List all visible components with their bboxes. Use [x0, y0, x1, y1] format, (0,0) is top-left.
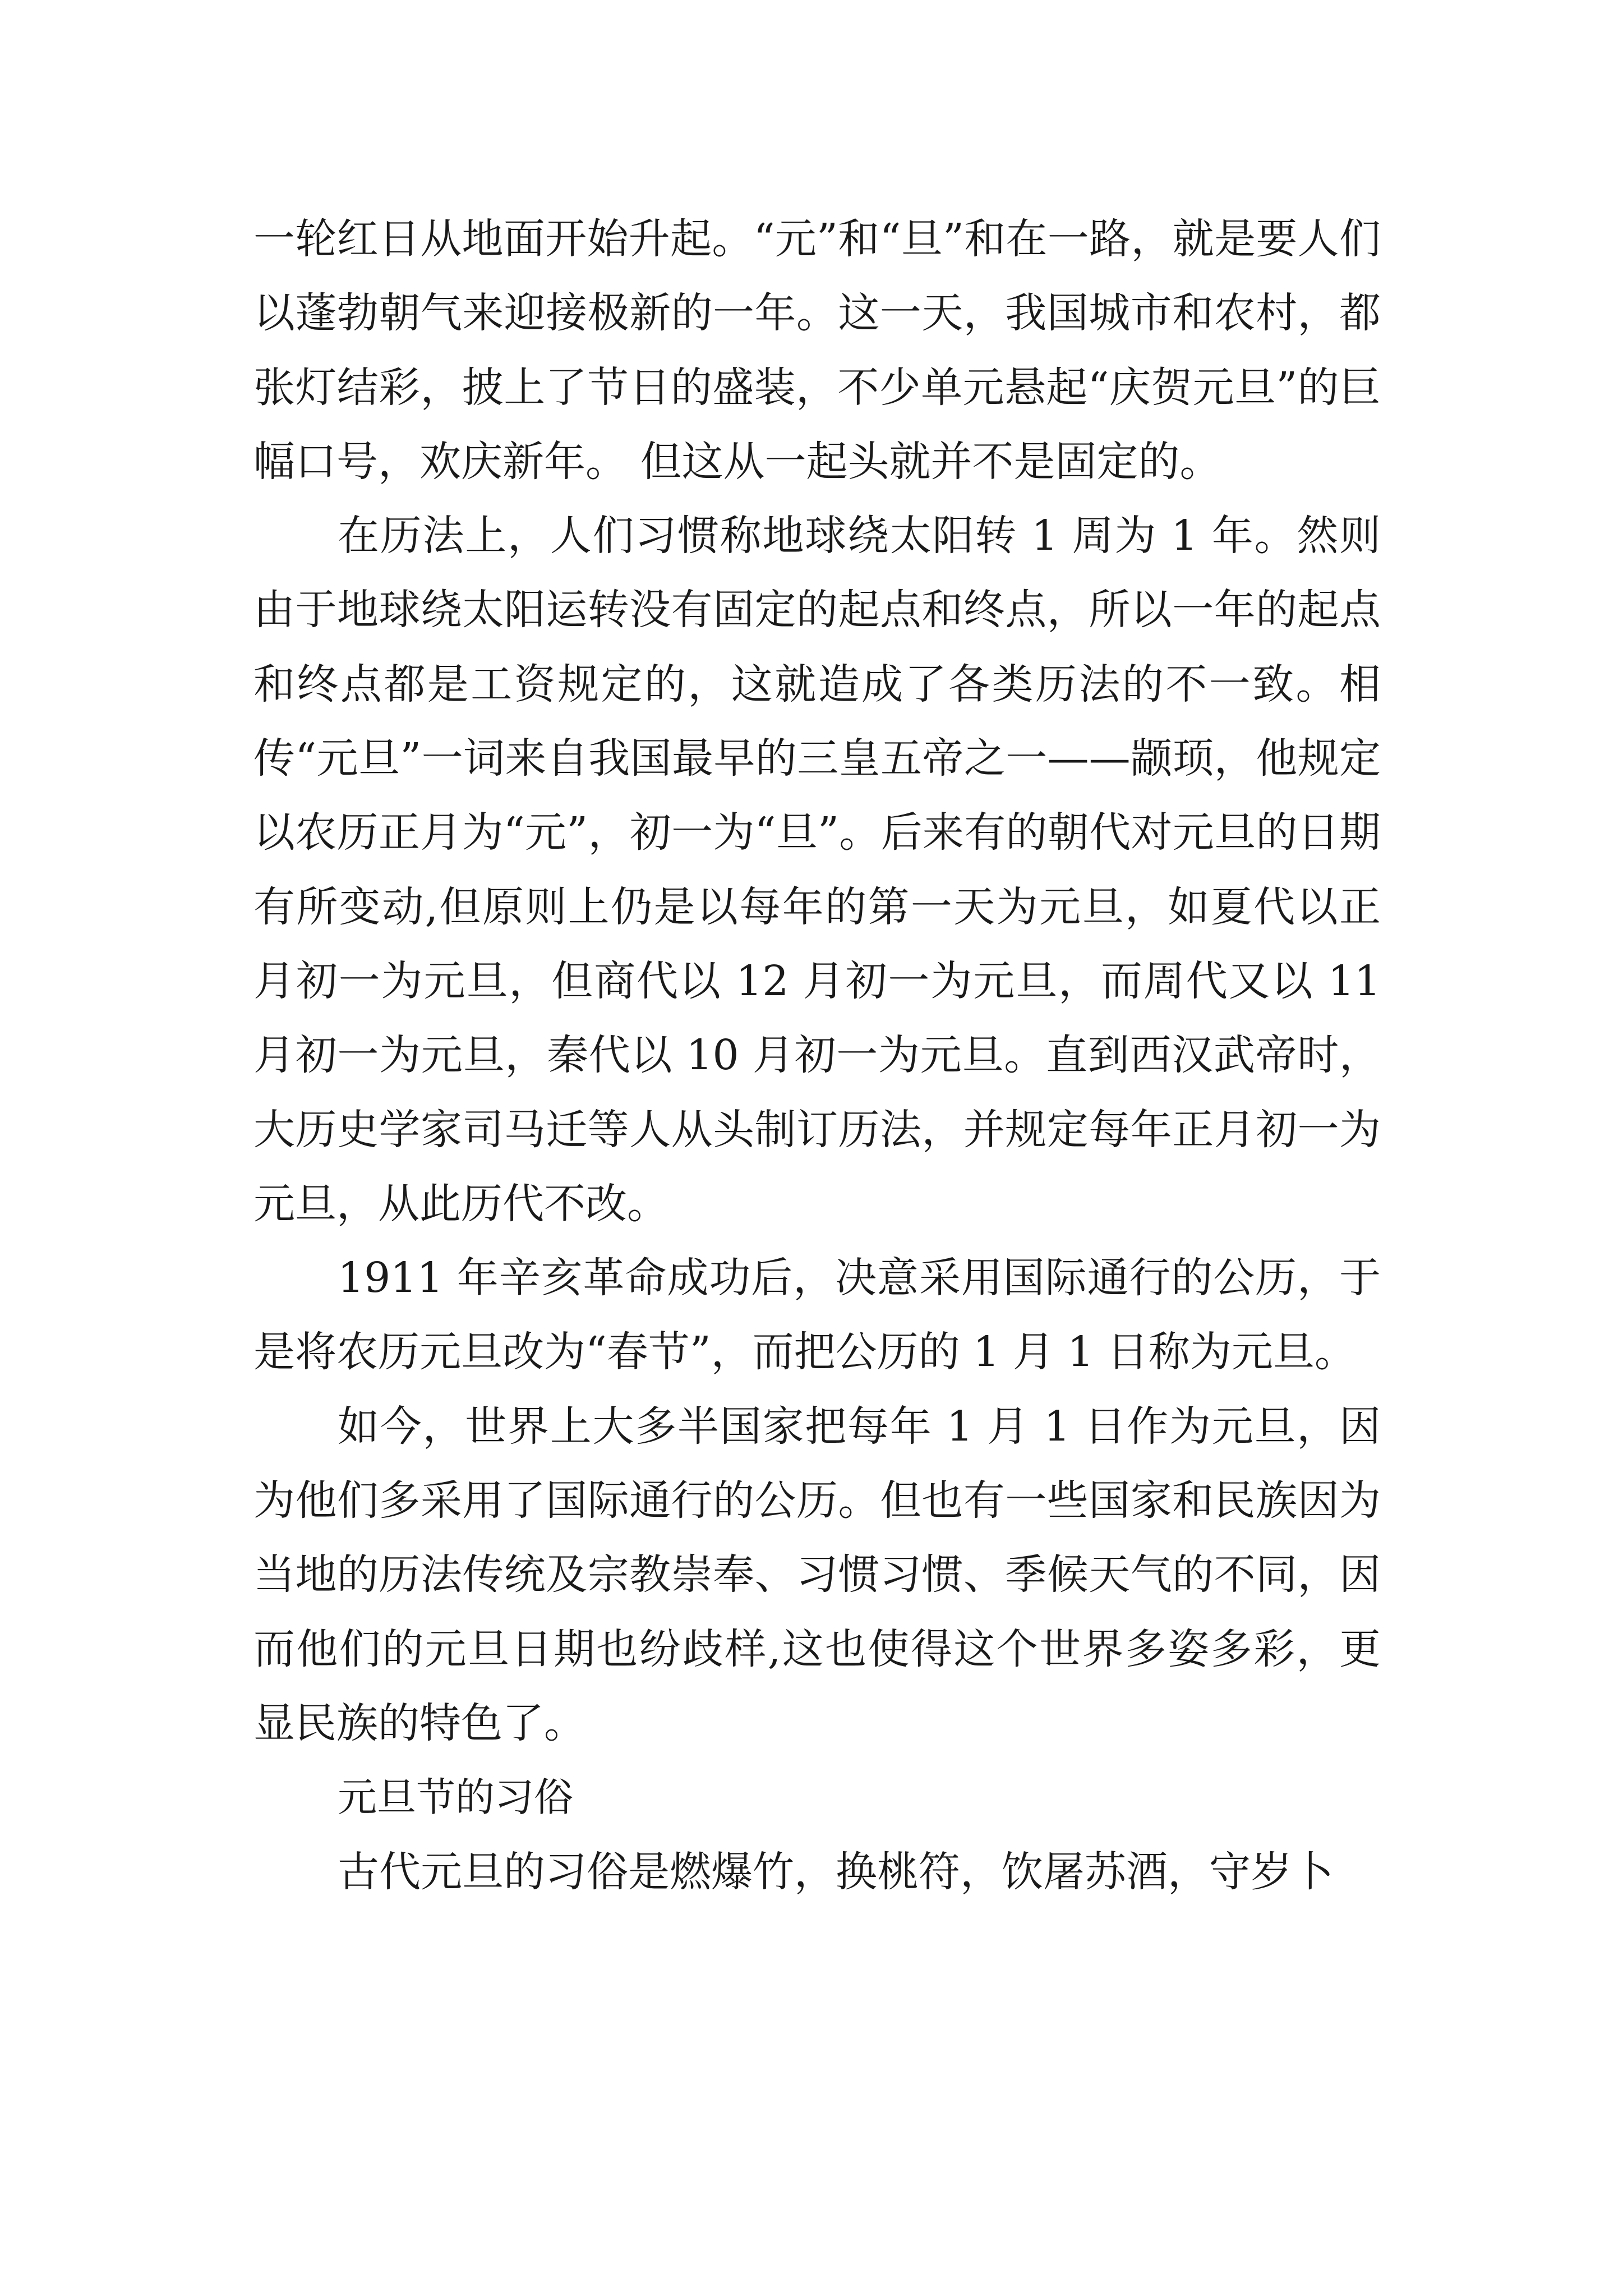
section-heading: 元旦节的习俗: [338, 1774, 573, 1821]
paragraph-1: 一轮红日从地面开始升起。“元”和“旦”和在一路，就是要人们以蓬勃朝气来迎接极新的一年。这一天，我国城市和农村，都张灯结彩，披上了节日的盛装，不少单元悬起“庆贺元旦”的巨幅口号，欢庆新年。 但这从一起头就并不是固定的。: [253, 215, 1381, 486]
paragraph-4: 如今，世界上大多半国家把每年 1 月 1 日作为元旦，因为他们多采用了国际通行的公历。但也有一些国家和民族因为当地的历法传统及宗教崇奉、习惯习惯、季候天气的不同，因而他们的元旦日期也纷歧样,这也使得这个世界多姿多彩，更显民族的特色了。: [253, 1402, 1381, 1747]
paragraph-2: 在历法上，人们习惯称地球绕太阳转 1 周为 1 年。然则由于地球绕太阳运转没有固定的起点和终点，所以一年的起点和终点都是工资规定的，这就造成了各类历法的不一致。相传“元旦”一词来自我国最早的三皇五帝之一——颛顼，他规定以农历正月为“元”，初一为“旦”。后来有的朝代对元旦的日期有所变动,但原则上仍是以每年的第一天为元旦，如夏代以正月初一为元旦，但商代以 12 月初一为元旦，而周代又以 11 月初一为元旦，秦代以 10 月初一为元旦。直到西汉武帝时，大历史学家司马迁等人从头制订历法，并规定每年正月初一为元旦，从此历代不改。: [253, 512, 1381, 1228]
paragraph-5: 古代元旦的习俗是燃爆竹，换桃符，饮屠苏酒，守岁卜: [338, 1847, 1334, 1896]
paragraph-3: 1911 年辛亥革命成功后，决意采用国际通行的公历，于是将农历元旦改为“春节”，而把公历的 1 月 1 日称为元旦。: [253, 1254, 1381, 1377]
document-body: [253, 202, 1381, 1909]
